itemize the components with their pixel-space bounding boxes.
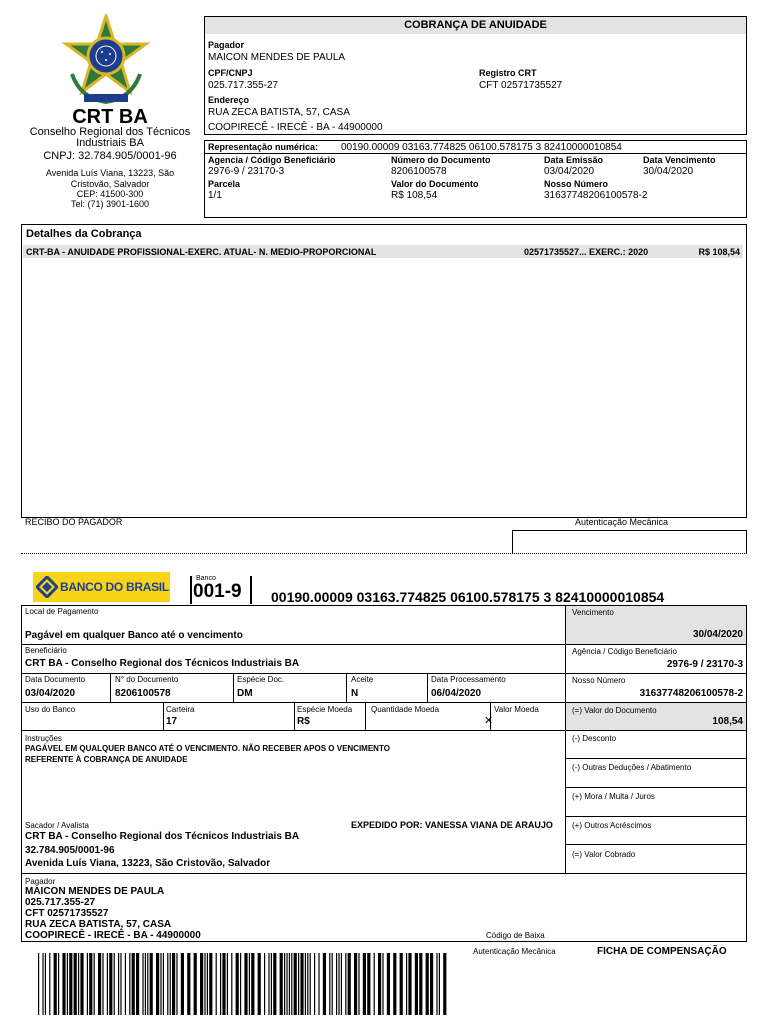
barcode-icon xyxy=(38,953,448,1015)
barcode-bar xyxy=(74,953,77,1015)
ficha-auth-label: Autenticação Mecânica xyxy=(473,947,556,956)
bank-code: 001-9 xyxy=(193,581,242,602)
agencia-label: Agencia / Código Beneficiário xyxy=(208,155,336,165)
data-documento-value: 03/04/2020 xyxy=(25,688,76,699)
valor-moeda-label: Valor Moeda xyxy=(494,705,539,714)
barcode-bar xyxy=(264,953,265,1015)
row-divider xyxy=(566,816,747,817)
row-divider xyxy=(566,758,747,759)
barcode-bar xyxy=(163,953,164,1015)
cpf-label: CPF/CNPJ xyxy=(208,68,253,78)
aceite-value: N xyxy=(351,688,359,699)
barcode-bar xyxy=(49,953,50,1015)
barcode-bar xyxy=(419,953,422,1015)
row-divider xyxy=(21,730,747,731)
beneficiario-label: Beneficiário xyxy=(25,646,67,655)
data-processamento-label: Data Processamento xyxy=(431,675,506,684)
details-row-value: R$ 108,54 xyxy=(698,247,740,257)
barcode-bar xyxy=(222,953,225,1015)
right-column-divider xyxy=(565,605,566,873)
row-divider xyxy=(566,844,747,845)
especie-moeda-label: Espécie Moeda xyxy=(297,705,353,714)
barcode-bar xyxy=(348,953,351,1015)
codigo-baixa-label: Código de Baixa xyxy=(486,931,545,940)
barcode-bar xyxy=(393,953,396,1015)
org-cep: CEP: 41500-300 xyxy=(76,189,144,199)
numdoc-label: Número do Documento xyxy=(391,155,491,165)
ficha-pagador-label: Pagador xyxy=(25,877,56,886)
barcode-bar xyxy=(209,953,212,1015)
repr-label: Representação numérica: xyxy=(208,142,319,152)
ficha-pagador-line4: RUA ZECA BATISTA, 57, CASA xyxy=(25,919,172,930)
barcode-bar xyxy=(310,953,311,1015)
col-divider xyxy=(365,702,366,730)
payer-label: Pagador xyxy=(208,40,245,50)
barcode-bar xyxy=(382,953,383,1015)
barcode-bar xyxy=(406,953,407,1015)
org-address-line1: Avenida Luís Viana, 13223, São xyxy=(45,168,175,178)
barcode-bar xyxy=(194,953,197,1015)
cut-line xyxy=(21,553,747,554)
barcode-bar xyxy=(387,953,390,1015)
barcode-bar xyxy=(145,953,146,1015)
valor-documento-value: 108,54 xyxy=(712,716,743,727)
barcode-bar xyxy=(284,953,285,1015)
billing-title: COBRANÇA DE ANUIDADE xyxy=(205,17,746,34)
barcode-bar xyxy=(358,953,359,1015)
org-address-line2: Cristovão, Salvador xyxy=(70,179,150,189)
row-divider xyxy=(566,787,747,788)
recibo-label: RECIBO DO PAGADOR xyxy=(25,517,123,527)
uso-banco-label: Uso do Banco xyxy=(25,705,76,714)
especie-doc-value: DM xyxy=(237,688,253,699)
bank-code-sep-right xyxy=(250,576,252,604)
linha-digitavel: 00190.00009 03163.774825 06100.578175 3 82410000010854 xyxy=(271,589,665,605)
ficha-pagador-line2: 025.717.355-27 xyxy=(25,897,96,908)
details-row-desc: CRT-BA - ANUIDADE PROFISSIONAL-EXERC. ATUAL- N. MEDIO-PROPORCIONAL xyxy=(26,247,377,257)
barcode-bar xyxy=(345,953,346,1015)
ficha-compensacao-label: FICHA DE COMPENSAÇÃO xyxy=(597,946,727,957)
barcode-bar xyxy=(136,953,139,1015)
nosso-numero-label: Nosso Número xyxy=(572,676,626,685)
valor-documento-label: (=) Valor do Documento xyxy=(572,706,657,715)
barcode-bar xyxy=(258,953,261,1015)
repr-value: 00190.00009 03163.774825 06100.578175 3 82410000010854 xyxy=(341,142,622,153)
barcode-bar xyxy=(204,953,205,1015)
valor-cobrado-label: (=) Valor Cobrado xyxy=(572,850,636,859)
nosso-label: Nosso Número xyxy=(544,179,609,189)
vencimento-value: 30/04/2020 xyxy=(692,629,743,640)
barcode-bar xyxy=(132,953,135,1015)
auth-box-top xyxy=(512,530,747,531)
barcode-bar xyxy=(400,953,403,1015)
barcode-bar xyxy=(305,953,306,1015)
divider xyxy=(204,153,747,154)
barcode-bar xyxy=(54,953,57,1015)
num-documento-label: N° do Documento xyxy=(115,675,179,684)
col-divider xyxy=(233,673,234,702)
barcode-bar xyxy=(314,953,315,1015)
expedido-por: EXPEDIDO POR: VANESSA VIANA DE ARAUJO xyxy=(351,820,553,830)
barcode-bar xyxy=(172,953,175,1015)
row-divider xyxy=(21,702,747,703)
data-documento-label: Data Documento xyxy=(25,675,86,684)
barcode-bar xyxy=(329,953,330,1015)
details-box xyxy=(21,224,747,518)
col-divider xyxy=(163,702,164,730)
registro-value: CFT 02571735527 xyxy=(479,80,563,91)
barcode-bar xyxy=(271,953,272,1015)
col-divider xyxy=(346,673,347,702)
barcode-bar xyxy=(109,953,112,1015)
barcode-bar xyxy=(426,953,429,1015)
local-label: Local de Pagamento xyxy=(25,607,99,616)
local-value: Pagável em qualquer Banco até o vencimento xyxy=(25,630,243,641)
sacador-label: Sacador / Avalista xyxy=(25,821,89,830)
org-short-name: CRT BA xyxy=(72,106,148,128)
details-row-ref: 02571735527... EXERC.: 2020 xyxy=(524,247,649,257)
barcode-bar xyxy=(176,953,177,1015)
desconto-label: (-) Desconto xyxy=(572,734,617,743)
barcode-bar xyxy=(249,953,250,1015)
barcode-bar xyxy=(236,953,239,1015)
carteira-value: 17 xyxy=(166,716,178,727)
num-documento-value: 8206100578 xyxy=(115,688,171,699)
address-line1: RUA ZECA BATISTA, 57, CASA xyxy=(208,107,350,118)
cpf-value: 025.717.355-27 xyxy=(208,80,279,91)
barcode-bar xyxy=(289,953,290,1015)
agencia-codigo-value: 2976-9 / 23170-3 xyxy=(666,659,743,670)
emissao-label: Data Emissão xyxy=(544,155,604,165)
barcode-bar xyxy=(167,953,168,1015)
row-divider xyxy=(21,673,747,674)
row-divider xyxy=(21,873,747,874)
nosso-value: 31637748206100578-2 xyxy=(544,190,648,201)
barcode-bar xyxy=(300,953,303,1015)
address-label: Endereço xyxy=(208,95,250,105)
barcode-bar xyxy=(307,953,308,1015)
barcode-bar xyxy=(341,953,342,1015)
auth-box-left xyxy=(512,530,513,554)
barcode-bar xyxy=(216,953,217,1015)
barcode-bar xyxy=(150,953,153,1015)
barcode-bar xyxy=(58,953,59,1015)
barcode-bar xyxy=(129,953,130,1015)
barcode-bar xyxy=(244,953,247,1015)
coat-of-arms-icon xyxy=(60,14,152,106)
registro-label: Registro CRT xyxy=(479,68,537,78)
col-divider xyxy=(427,673,428,702)
barcode-bar xyxy=(298,953,299,1015)
barcode-bar xyxy=(118,953,119,1015)
barcode-bar xyxy=(436,953,437,1015)
x-mark: ✕ xyxy=(484,715,494,727)
barcode-bar xyxy=(114,953,115,1015)
data-processamento-value: 06/04/2020 xyxy=(431,688,482,699)
barcode-bar xyxy=(142,953,143,1015)
barcode-bar xyxy=(200,953,203,1015)
barcode-bar xyxy=(187,953,190,1015)
barcode-bar xyxy=(378,953,381,1015)
barcode-bar xyxy=(181,953,184,1015)
quantidade-moeda-label: Quantidade Moeda xyxy=(371,705,440,714)
barcode-bar xyxy=(107,953,108,1015)
ficha-pagador-line3: CFT 02571735527 xyxy=(25,908,109,919)
barcode-bar xyxy=(374,953,375,1015)
col-divider xyxy=(110,673,111,702)
barcode-bar xyxy=(363,953,366,1015)
vencimento-label: Vencimento xyxy=(572,608,614,617)
barcode-bar xyxy=(338,953,339,1015)
barcode-bar xyxy=(268,953,269,1015)
barcode-bar xyxy=(240,953,241,1015)
emissao-value: 03/04/2020 xyxy=(544,166,595,177)
barcode-bar xyxy=(408,953,411,1015)
instrucoes-line2: REFERENTE À COBRANÇA DE ANUIDADE xyxy=(25,755,188,764)
barcode-bar xyxy=(336,953,337,1015)
valor-label: Valor do Documento xyxy=(391,179,479,189)
agencia-codigo-label: Agência / Código Beneficiário xyxy=(572,647,677,656)
barcode-bar xyxy=(156,953,159,1015)
address-line2: COOPIRECÊ - IRECÊ - BA - 44900000 xyxy=(208,122,383,133)
barcode-bar xyxy=(94,953,95,1015)
especie-moeda-value: R$ xyxy=(297,716,310,727)
barcode-bar xyxy=(147,953,148,1015)
sacador-line2: 32.784.905/0001-96 xyxy=(25,845,115,856)
org-name-line1: Conselho Regional dos Técnicos xyxy=(29,126,191,138)
barcode-bar xyxy=(227,953,228,1015)
barcode-bar xyxy=(207,953,208,1015)
barcode-bar xyxy=(87,953,88,1015)
agencia-value: 2976-9 / 23170-3 xyxy=(208,166,285,177)
barcode-bar xyxy=(98,953,101,1015)
valor-value: R$ 108,54 xyxy=(391,190,438,201)
parcela-value: 1/1 xyxy=(208,190,222,201)
beneficiario-value: CRT BA - Conselho Regional dos Técnicos Industriais BA xyxy=(25,658,300,669)
barcode-bar xyxy=(430,953,433,1015)
bank-logo xyxy=(33,572,170,602)
bank-logo-text: BANCO DO BRASIL xyxy=(60,580,169,594)
col-divider xyxy=(294,702,295,730)
row-divider xyxy=(21,644,747,645)
barcode-bar xyxy=(220,953,221,1015)
venc-label: Data Vencimento xyxy=(643,155,716,165)
barcode-bar xyxy=(170,953,171,1015)
barcode-bar xyxy=(38,953,39,1015)
aceite-label: Aceite xyxy=(351,675,374,684)
banco-label: Banco xyxy=(196,575,216,582)
bank-code-sep-left xyxy=(190,576,192,604)
ficha-pagador-line1: MAICON MENDES DE PAULA xyxy=(25,886,165,897)
details-title: Detalhes da Cobrança xyxy=(26,228,142,240)
auth-box-right xyxy=(746,530,747,554)
barcode-bar xyxy=(42,953,43,1015)
bb-logo-icon xyxy=(36,576,58,598)
sacador-line1: CRT BA - Conselho Regional dos Técnicos Industriais BA xyxy=(25,831,300,842)
barcode-bar xyxy=(354,953,357,1015)
barcode-bar xyxy=(443,953,446,1015)
instrucoes-label: Instruções xyxy=(25,734,62,743)
barcode-bar xyxy=(367,953,370,1015)
barcode-bar xyxy=(280,953,283,1015)
barcode-bar xyxy=(332,953,333,1015)
barcode-bar xyxy=(45,953,46,1015)
barcode-bar xyxy=(291,953,292,1015)
carteira-label: Carteira xyxy=(166,705,195,714)
barcode-bar xyxy=(78,953,79,1015)
especie-doc-label: Espécie Doc. xyxy=(237,675,285,684)
barcode-bar xyxy=(294,953,297,1015)
venc-value: 30/04/2020 xyxy=(643,166,694,177)
org-name-line2: Industriais BA xyxy=(76,137,144,149)
barcode-bar xyxy=(120,953,121,1015)
barcode-bar xyxy=(125,953,126,1015)
parcela-label: Parcela xyxy=(208,179,241,189)
payer-name: MAICON MENDES DE PAULA xyxy=(208,52,346,63)
barcode-bar xyxy=(80,953,83,1015)
mora-multa-label: (+) Mora / Multa / Juros xyxy=(572,792,655,801)
sacador-line3: Avenida Luís Viana, 13223, São Cristovão, Salvador xyxy=(25,858,271,869)
instrucoes-line1: PAGÁVEL EM QUALQUER BANCO ATÉ O VENCIMENTO. NÃO RECEBER APOS O VENCIMENTO xyxy=(25,744,390,753)
barcode-bar xyxy=(102,953,103,1015)
outras-deducoes-label: (-) Outras Deduções / Abatimento xyxy=(572,763,692,772)
org-tel: Tel: (71) 3901-1600 xyxy=(70,199,150,209)
barcode-bar xyxy=(62,953,65,1015)
nosso-numero-value: 31637748206100578-2 xyxy=(639,688,743,699)
numdoc-value: 8206100578 xyxy=(391,166,447,177)
barcode-bar xyxy=(273,953,276,1015)
recibo-auth-label: Autenticação Mecânica xyxy=(575,517,669,527)
barcode-bar xyxy=(69,953,72,1015)
barcode-bar xyxy=(286,953,287,1015)
outros-acrescimos-label: (+) Outros Acréscimos xyxy=(572,821,652,830)
barcode-bar xyxy=(160,953,161,1015)
barcode-bar xyxy=(89,953,92,1015)
barcode-bar xyxy=(323,953,326,1015)
barcode-bar xyxy=(439,953,440,1015)
barcode-bar xyxy=(318,953,319,1015)
ficha-pagador-line5: COOPIRECÊ - IRECÊ - BA - 44900000 xyxy=(25,930,201,941)
barcode-bar xyxy=(251,953,254,1015)
barcode-bar xyxy=(231,953,232,1015)
org-cnpj: CNPJ: 32.784.905/0001-96 xyxy=(43,150,177,162)
barcode-bar xyxy=(67,953,68,1015)
barcode-bar xyxy=(415,953,418,1015)
